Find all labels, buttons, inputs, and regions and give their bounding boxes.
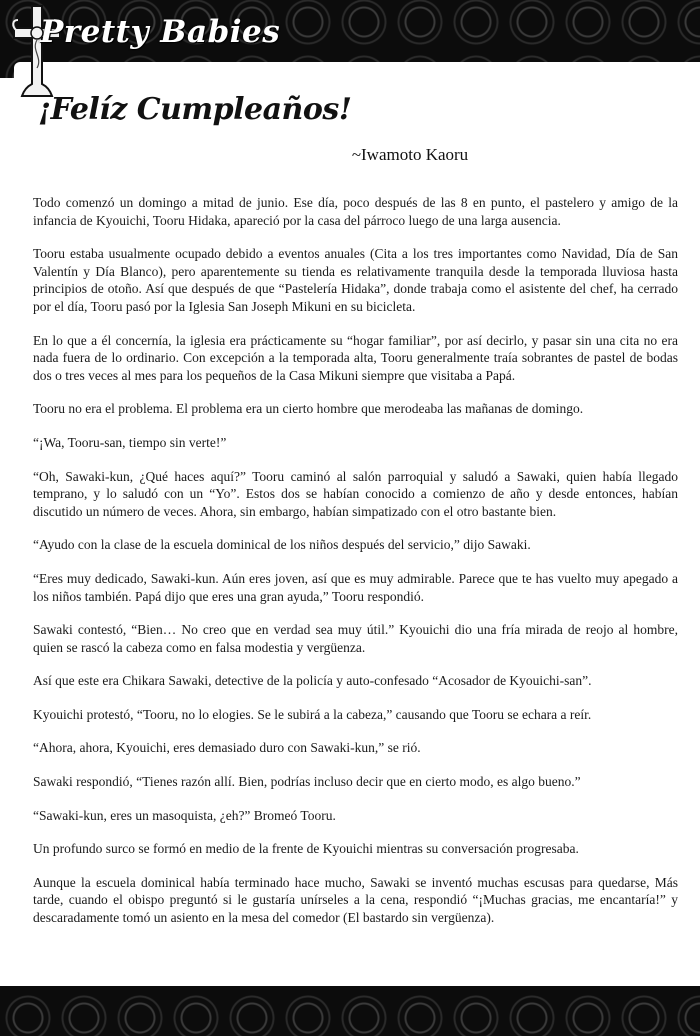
paragraph: Así que este era Chikara Sawaki, detective de la policía y auto-confesado “Acosador de Kyouichi-san”. [33,673,592,689]
paragraph: “Oh, Sawaki-kun, ¿Qué haces aquí?” Tooru caminó al salón parroquial y saludó a Sawaki, quien había llegado temprano, y lo saludó con un “Yo”. Estos dos se habían conocido a comienzo de año y desde entonces, habían discutido un número de veces. Ahora, sin embargo, habían simpatizado con el otro bastante bien. [33,468,678,519]
paragraph: Aunque la escuela dominical había terminado hace mucho, Sawaki se inventó muchas escusas para quedarse, Más tarde, cuando el obispo preguntó si le gustaría unírseles a la cena, respondió “¡Muchas gracias, me encantaría!” y descaradamente tomó un asiento en la mesa del comedor (El bastardo sin vergüenza). [33,874,678,926]
paragraph: Un profundo surco se formó en medio de la frente de Kyouichi mientras su conversación progresaba. [33,841,579,857]
paragraph: “Ayudo con la clase de la escuela dominical de los niños después del servicio,” dijo Sawaki. [33,537,531,553]
paragraph: Tooru no era el problema. El problema era un cierto hombre que merodeaba las mañanas de domingo. [33,401,584,417]
page-title: ¡Felíz Cumpleaños! [38,92,352,127]
paragraph: “Ahora, ahora, Kyouichi, eres demasiado duro con Sawaki-kun,” se rió. [33,740,421,756]
paragraph: Kyouichi protestó, “Tooru, no lo elogies. Se le subirá a la cabeza,” causando que Tooru se echara a reír. [33,706,592,722]
footer-decorative-band [0,986,700,1036]
paragraph: “¡Wa, Tooru-san, tiempo sin verte!” [33,434,227,450]
paragraph: “Sawaki-kun, eres un masoquista, ¿eh?” Bromeó Tooru. [33,807,336,823]
paragraph: Tooru estaba usualmente ocupado debido a eventos anuales (Cita a los tres importantes como Navidad, Día de San Valentín y Día Blanco), pero aparentemente su tienda es relativamente tranquila desde la temporada lluviosa hasta principios de otoño. Así que después de que “Pastelería Hidaka”, donde trabaja como el asistente del chef, ha cerrado por el día, Tooru pasó por la Iglesia San Joseph Mikuni en su bicicleta. [33,246,678,314]
author-byline: ~Iwamoto Kaoru [351,145,469,164]
logo [6,2,281,106]
story-body [33,194,678,943]
paragraph: Sawaki contestó, “Bien… No creo que en verdad sea muy útil.” Kyouichi dio una fría mirada de reojo al hombre, quien se rascó la cabeza como en falsa modestia y vergüenza. [33,622,678,655]
paragraph: Todo comenzó un domingo a mitad de junio. Ese día, poco después de las 8 en punto, el pastelero y amigo de la infancia de Kyouichi, Tooru Hidaka, apareció por la casa del párroco luego de una larga ausencia. [33,195,678,228]
paragraph: En lo que a él concernía, la iglesia era prácticamente su “hogar familiar”, por así decirlo, y pasar sin una cita no era nada fuera de lo ordinario. Con excepción a la temporada alta, Tooru generalmente traía sobrantes de pastel de bodas dos o tres veces al mes para los pequeños de la Casa Mikuni siempre que visitaba a Papá. [33,332,678,383]
paragraph: Sawaki respondió, “Tienes razón allí. Bien, podrías incluso decir que en cierto modo, es algo bueno.” [33,774,581,790]
logo-text: Pretty Babies [40,14,281,50]
paragraph: “Eres muy dedicado, Sawaki-kun. Aún eres joven, así que es muy admirable. Parece que te has vuelto muy apegado a los niños también. Papá dijo que eres una gran ayuda,” Tooru respondió. [33,570,678,604]
